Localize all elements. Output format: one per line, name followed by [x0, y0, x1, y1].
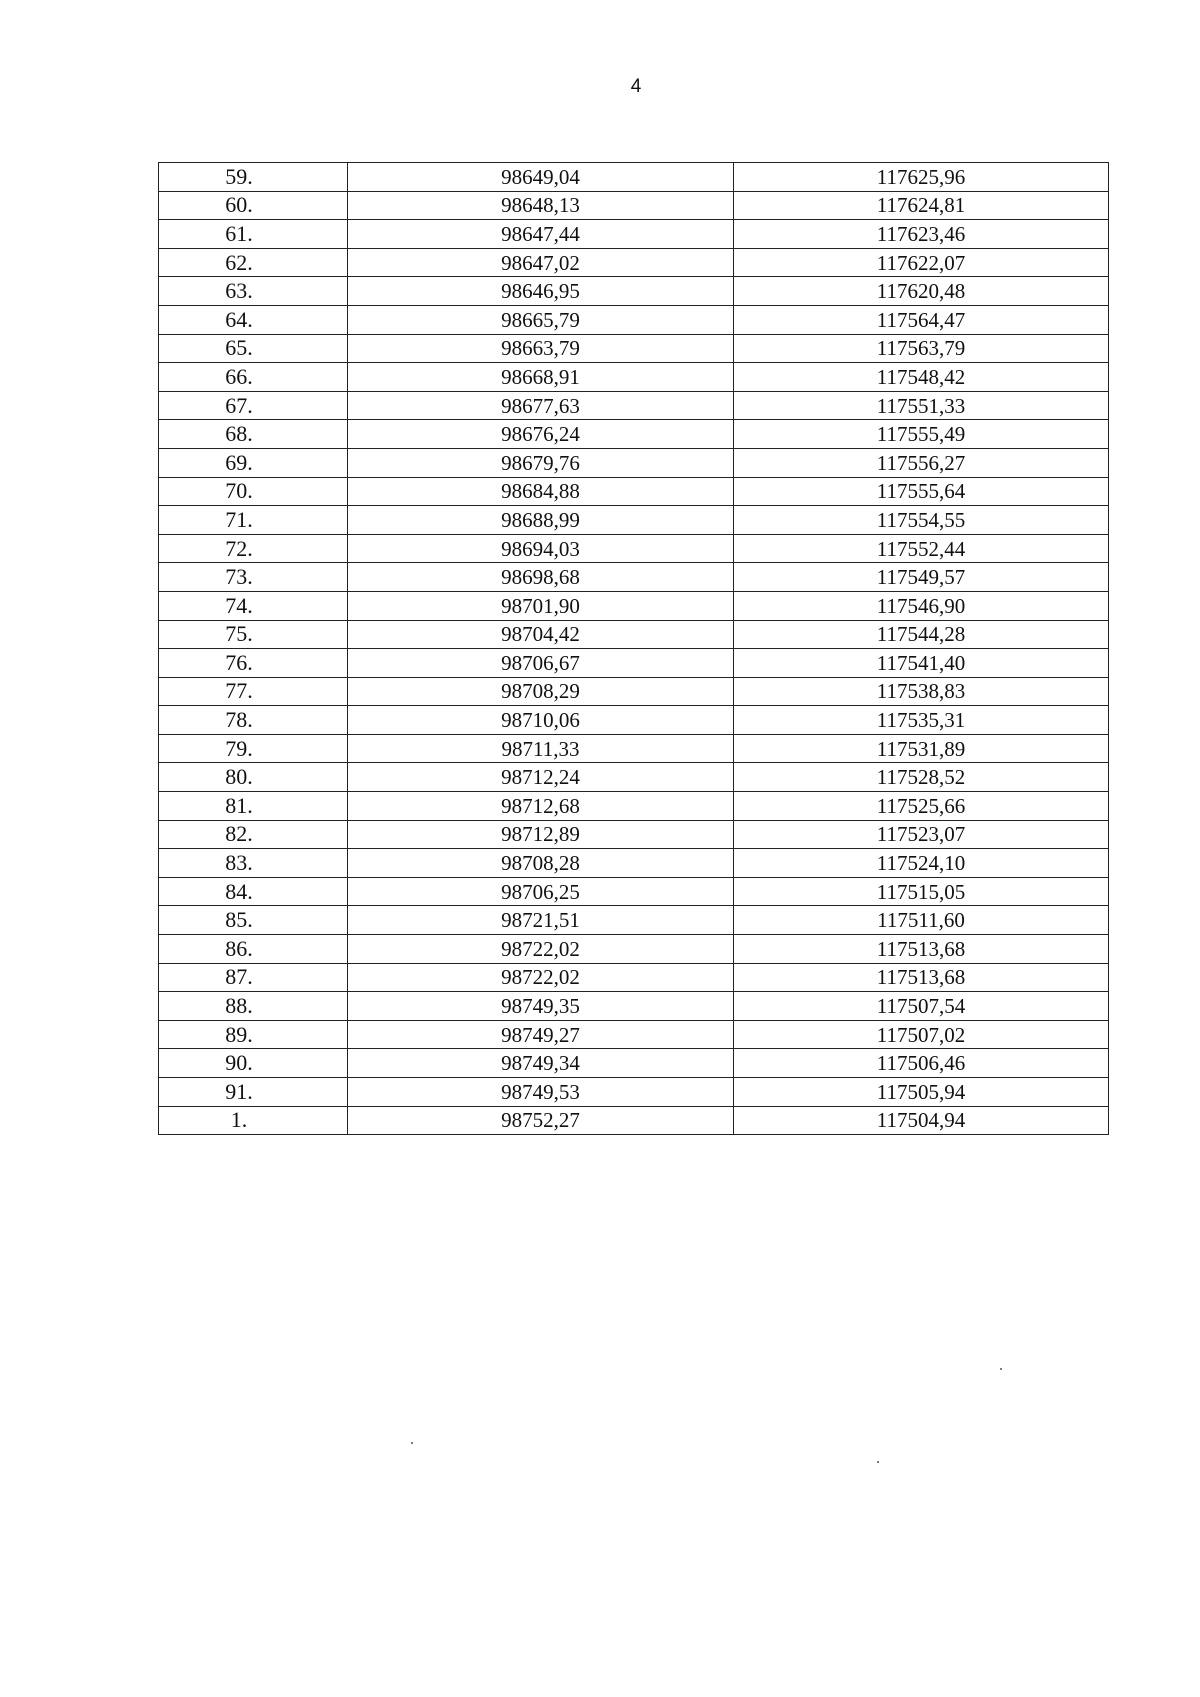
table-row: [159, 849, 1109, 878]
point-number-cell: 79.: [159, 734, 348, 763]
table-row: [159, 935, 1109, 964]
y-coordinate-cell: 117531,89: [734, 734, 1109, 763]
y-coordinate-cell: 117564,47: [734, 305, 1109, 334]
x-coordinate-cell: 98752,27: [348, 1106, 734, 1135]
point-number-cell: 78.: [159, 706, 348, 735]
table-row: [159, 706, 1109, 735]
x-coordinate-cell: 98722,02: [348, 963, 734, 992]
y-coordinate-cell: 117506,46: [734, 1049, 1109, 1078]
y-coordinate-cell: 117555,49: [734, 420, 1109, 449]
table-row: [159, 992, 1109, 1021]
x-coordinate-cell: 98646,95: [348, 277, 734, 306]
x-coordinate-cell: 98665,79: [348, 305, 734, 334]
x-coordinate-cell: 98749,53: [348, 1078, 734, 1107]
table-row: [159, 820, 1109, 849]
point-number-cell: 84.: [159, 877, 348, 906]
table-row: [159, 506, 1109, 535]
y-coordinate-cell: 117535,31: [734, 706, 1109, 735]
point-number-cell: 73.: [159, 563, 348, 592]
y-coordinate-cell: 117513,68: [734, 963, 1109, 992]
x-coordinate-cell: 98676,24: [348, 420, 734, 449]
x-coordinate-cell: 98708,29: [348, 677, 734, 706]
table-row: [159, 477, 1109, 506]
table-row: [159, 191, 1109, 220]
x-coordinate-cell: 98749,27: [348, 1020, 734, 1049]
y-coordinate-cell: 117525,66: [734, 792, 1109, 821]
y-coordinate-cell: 117505,94: [734, 1078, 1109, 1107]
x-coordinate-cell: 98711,33: [348, 734, 734, 763]
x-coordinate-cell: 98704,42: [348, 620, 734, 649]
table-row: [159, 248, 1109, 277]
table-row: [159, 1078, 1109, 1107]
y-coordinate-cell: 117555,64: [734, 477, 1109, 506]
scan-speck: [1000, 1368, 1002, 1370]
table-row: [159, 163, 1109, 192]
y-coordinate-cell: 117623,46: [734, 220, 1109, 249]
x-coordinate-cell: 98648,13: [348, 191, 734, 220]
table-row: [159, 448, 1109, 477]
x-coordinate-cell: 98722,02: [348, 935, 734, 964]
x-coordinate-cell: 98712,24: [348, 763, 734, 792]
y-coordinate-cell: 117549,57: [734, 563, 1109, 592]
scan-speck: [411, 1442, 413, 1444]
table-row: [159, 305, 1109, 334]
point-number-cell: 59.: [159, 163, 348, 192]
table-row: [159, 334, 1109, 363]
x-coordinate-cell: 98706,25: [348, 877, 734, 906]
y-coordinate-cell: 117563,79: [734, 334, 1109, 363]
point-number-cell: 91.: [159, 1078, 348, 1107]
y-coordinate-cell: 117551,33: [734, 391, 1109, 420]
point-number-cell: 82.: [159, 820, 348, 849]
coordinates-table-body: [159, 163, 1109, 1135]
point-number-cell: 81.: [159, 792, 348, 821]
x-coordinate-cell: 98706,67: [348, 649, 734, 678]
table-row: [159, 763, 1109, 792]
y-coordinate-cell: 117556,27: [734, 448, 1109, 477]
x-coordinate-cell: 98698,68: [348, 563, 734, 592]
x-coordinate-cell: 98749,34: [348, 1049, 734, 1078]
point-number-cell: 65.: [159, 334, 348, 363]
table-row: [159, 220, 1109, 249]
table-row: [159, 734, 1109, 763]
x-coordinate-cell: 98663,79: [348, 334, 734, 363]
y-coordinate-cell: 117515,05: [734, 877, 1109, 906]
x-coordinate-cell: 98647,44: [348, 220, 734, 249]
table-row: [159, 963, 1109, 992]
y-coordinate-cell: 117548,42: [734, 363, 1109, 392]
x-coordinate-cell: 98701,90: [348, 591, 734, 620]
table-row: [159, 877, 1109, 906]
y-coordinate-cell: 117507,54: [734, 992, 1109, 1021]
point-number-cell: 70.: [159, 477, 348, 506]
point-number-cell: 80.: [159, 763, 348, 792]
x-coordinate-cell: 98710,06: [348, 706, 734, 735]
x-coordinate-cell: 98694,03: [348, 534, 734, 563]
x-coordinate-cell: 98712,89: [348, 820, 734, 849]
point-number-cell: 74.: [159, 591, 348, 620]
y-coordinate-cell: 117528,52: [734, 763, 1109, 792]
table-row: [159, 563, 1109, 592]
table-row: [159, 1020, 1109, 1049]
x-coordinate-cell: 98647,02: [348, 248, 734, 277]
point-number-cell: 77.: [159, 677, 348, 706]
y-coordinate-cell: 117622,07: [734, 248, 1109, 277]
point-number-cell: 85.: [159, 906, 348, 935]
point-number-cell: 63.: [159, 277, 348, 306]
point-number-cell: 87.: [159, 963, 348, 992]
table-row: [159, 591, 1109, 620]
x-coordinate-cell: 98708,28: [348, 849, 734, 878]
point-number-cell: 76.: [159, 649, 348, 678]
point-number-cell: 72.: [159, 534, 348, 563]
point-number-cell: 69.: [159, 448, 348, 477]
x-coordinate-cell: 98712,68: [348, 792, 734, 821]
table-row: [159, 906, 1109, 935]
table-row: [159, 277, 1109, 306]
table-row: [159, 420, 1109, 449]
table-row: [159, 649, 1109, 678]
point-number-cell: 62.: [159, 248, 348, 277]
point-number-cell: 64.: [159, 305, 348, 334]
x-coordinate-cell: 98679,76: [348, 448, 734, 477]
x-coordinate-cell: 98688,99: [348, 506, 734, 535]
table-row: [159, 620, 1109, 649]
y-coordinate-cell: 117624,81: [734, 191, 1109, 220]
y-coordinate-cell: 117524,10: [734, 849, 1109, 878]
table-row: [159, 677, 1109, 706]
point-number-cell: 1.: [159, 1106, 348, 1135]
point-number-cell: 88.: [159, 992, 348, 1021]
point-number-cell: 66.: [159, 363, 348, 392]
x-coordinate-cell: 98677,63: [348, 391, 734, 420]
scan-speck: [877, 1461, 879, 1463]
y-coordinate-cell: 117620,48: [734, 277, 1109, 306]
y-coordinate-cell: 117541,40: [734, 649, 1109, 678]
table-row: [159, 391, 1109, 420]
x-coordinate-cell: 98684,88: [348, 477, 734, 506]
y-coordinate-cell: 117504,94: [734, 1106, 1109, 1135]
y-coordinate-cell: 117552,44: [734, 534, 1109, 563]
table-row: [159, 1049, 1109, 1078]
point-number-cell: 60.: [159, 191, 348, 220]
point-number-cell: 86.: [159, 935, 348, 964]
point-number-cell: 67.: [159, 391, 348, 420]
y-coordinate-cell: 117544,28: [734, 620, 1109, 649]
y-coordinate-cell: 117546,90: [734, 591, 1109, 620]
point-number-cell: 90.: [159, 1049, 348, 1078]
point-number-cell: 71.: [159, 506, 348, 535]
y-coordinate-cell: 117625,96: [734, 163, 1109, 192]
point-number-cell: 68.: [159, 420, 348, 449]
coordinates-table: [158, 162, 1109, 1135]
table-row: [159, 363, 1109, 392]
point-number-cell: 83.: [159, 849, 348, 878]
y-coordinate-cell: 117523,07: [734, 820, 1109, 849]
table-row: [159, 1106, 1109, 1135]
table-row: [159, 534, 1109, 563]
x-coordinate-cell: 98749,35: [348, 992, 734, 1021]
y-coordinate-cell: 117507,02: [734, 1020, 1109, 1049]
point-number-cell: 75.: [159, 620, 348, 649]
point-number-cell: 89.: [159, 1020, 348, 1049]
table-row: [159, 792, 1109, 821]
y-coordinate-cell: 117513,68: [734, 935, 1109, 964]
page-number: 4: [630, 76, 642, 97]
point-number-cell: 61.: [159, 220, 348, 249]
y-coordinate-cell: 117554,55: [734, 506, 1109, 535]
x-coordinate-cell: 98668,91: [348, 363, 734, 392]
y-coordinate-cell: 117538,83: [734, 677, 1109, 706]
x-coordinate-cell: 98721,51: [348, 906, 734, 935]
x-coordinate-cell: 98649,04: [348, 163, 734, 192]
y-coordinate-cell: 117511,60: [734, 906, 1109, 935]
